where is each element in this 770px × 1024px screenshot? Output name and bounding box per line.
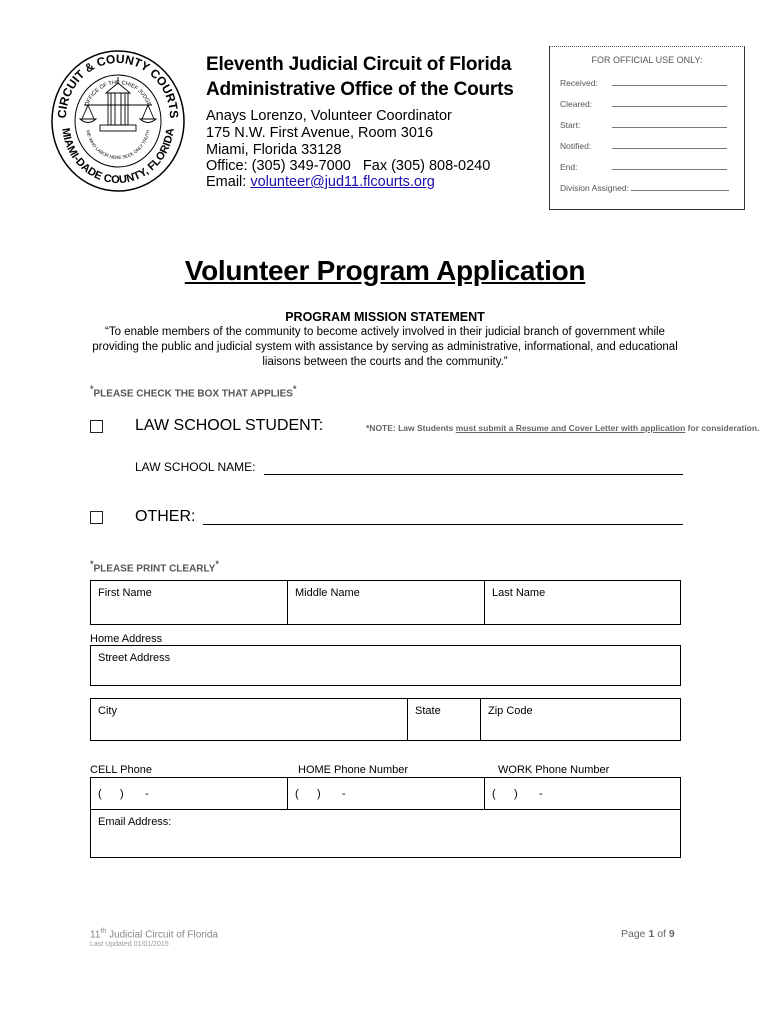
city-label: City <box>98 705 117 717</box>
page-current: 1 <box>648 928 655 940</box>
seal-lower-text: MIAMI-DADE COUNTY, FLORIDA <box>59 127 177 187</box>
footer-circuit-number: 11 <box>90 929 101 941</box>
page-number <box>621 928 675 940</box>
cell-phone-template: ( ) - <box>98 788 149 800</box>
home-phone-label: HOME Phone Number <box>298 764 409 776</box>
svg-text:OFFICE OF THE CHIEF JUDGE <box>84 80 152 108</box>
note-emphasis: must submit a Resume and Cover Letter with application <box>455 423 686 433</box>
work-phone-field[interactable] <box>485 778 680 809</box>
seal-inner-text: OFFICE OF THE CHIEF JUDGE <box>84 79 152 108</box>
footer-last-updated: Last Updated 01/01/2015 <box>90 941 169 948</box>
official-use-box <box>549 46 745 210</box>
law-school-name-field[interactable] <box>264 474 683 475</box>
official-cleared-label: Cleared: <box>560 99 593 109</box>
official-division-row <box>560 183 734 193</box>
address-line-1: 175 N.W. First Avenue, Room 3016 <box>206 125 434 141</box>
work-phone-template: ( ) - <box>492 788 543 800</box>
home-phone-field[interactable] <box>288 778 485 809</box>
note-suffix: for consideration. <box>685 423 760 433</box>
official-start-field[interactable] <box>612 127 727 128</box>
email-label: Email: <box>206 174 247 190</box>
scales-of-justice-icon <box>80 105 156 123</box>
law-student-checkbox[interactable] <box>90 420 103 433</box>
phone-fax-line: Office: (305) 349-7000 Fax (305) 808-0240 <box>206 158 491 174</box>
circuit-title: Eleventh Judicial Circuit of Florida <box>206 54 512 75</box>
page-of: of <box>654 928 669 940</box>
other-checkbox[interactable] <box>90 511 103 524</box>
seal-motto-text: WE WHO LABOR HERE SEEK ONLY TRUTH <box>85 129 151 161</box>
official-start-row <box>560 120 734 130</box>
home-address-label: Home Address <box>90 633 163 645</box>
address-line-2: Miami, Florida 33128 <box>206 142 342 158</box>
official-division-field[interactable] <box>631 190 729 191</box>
cell-phone-label: CELL Phone <box>90 764 152 776</box>
print-instruction-text: PLEASE PRINT CLEARLY <box>93 563 216 575</box>
court-seal-logo <box>48 43 188 193</box>
home-phone-template: ( ) - <box>295 788 346 800</box>
zip-field[interactable] <box>481 699 680 740</box>
email-line <box>206 174 435 190</box>
official-notified-field[interactable] <box>612 148 727 149</box>
cell-phone-field[interactable] <box>91 778 288 809</box>
street-address-label: Street Address <box>98 652 171 664</box>
page-title: Volunteer Program Application <box>184 255 586 286</box>
page-prefix: Page <box>621 928 649 940</box>
email-link[interactable]: volunteer@jud11.flcourts.org <box>250 174 435 190</box>
last-name-field[interactable] <box>485 581 680 624</box>
law-school-name-label: LAW SCHOOL NAME: <box>135 460 256 474</box>
coordinator-name: Anays Lorenzo, Volunteer Coordinator <box>206 108 452 124</box>
print-instruction: *PLEASE PRINT CLEARLY* <box>90 559 219 575</box>
zip-label: Zip Code <box>488 705 533 717</box>
state-field[interactable] <box>408 699 481 740</box>
official-end-field[interactable] <box>612 169 727 170</box>
seal-outer-text: CIRCUIT & COUNTY COURTS <box>54 51 182 119</box>
svg-text:WE WHO LABOR HERE SEEK ONLY TR <box>85 130 150 161</box>
footer-circuit-suffix: th <box>100 928 107 935</box>
street-address-field[interactable] <box>90 645 681 686</box>
work-phone-label: WORK Phone Number <box>498 764 610 776</box>
official-received-row <box>560 78 734 88</box>
note-prefix: *NOTE: Law Students <box>366 423 456 433</box>
page-total: 9 <box>668 928 675 940</box>
official-notified-row <box>560 141 734 151</box>
official-cleared-field[interactable] <box>612 106 727 107</box>
mission-text: “To enable members of the community to become actively involved in their judicial branch of government while providing the public and judicial system with assistance by serving as administrative, informational, and educational liaisons between the courts and the community.” <box>92 326 678 368</box>
law-student-label: LAW SCHOOL STUDENT: <box>135 417 324 434</box>
check-instruction-text: PLEASE CHECK THE BOX THAT APPLIES <box>93 388 293 400</box>
official-end-label: End: <box>560 162 578 172</box>
official-notified-label: Notified: <box>560 141 592 151</box>
official-received-label: Received: <box>560 78 598 88</box>
footer-circuit <box>90 928 218 940</box>
official-use-heading: FOR OFFICIAL USE ONLY: <box>591 55 703 65</box>
other-field[interactable] <box>203 524 683 525</box>
city-field[interactable] <box>91 699 408 740</box>
official-end-row <box>560 162 734 172</box>
email-address-label: Email Address: <box>98 816 172 828</box>
mission-heading: PROGRAM MISSION STATEMENT <box>285 310 485 324</box>
official-cleared-row <box>560 99 734 109</box>
name-grid <box>90 580 681 625</box>
state-label: State <box>415 705 441 717</box>
official-division-label: Division Assigned: <box>560 183 629 193</box>
middle-name-label: Middle Name <box>295 587 360 599</box>
email-address-field[interactable] <box>90 809 681 858</box>
office-title: Administrative Office of the Courts <box>206 79 514 100</box>
official-received-field[interactable] <box>612 85 727 86</box>
law-student-note <box>366 422 759 434</box>
official-start-label: Start: <box>560 120 581 130</box>
first-name-label: First Name <box>98 587 152 599</box>
last-name-label: Last Name <box>492 587 546 599</box>
city-state-zip-grid <box>90 698 681 741</box>
footer-circuit-text: Judicial Circuit of Florida <box>106 929 218 941</box>
phone-grid <box>90 777 681 810</box>
other-label: OTHER: <box>135 508 196 525</box>
check-instruction: *PLEASE CHECK THE BOX THAT APPLIES* <box>90 384 297 400</box>
middle-name-field[interactable] <box>288 581 485 624</box>
first-name-field[interactable] <box>91 581 288 624</box>
